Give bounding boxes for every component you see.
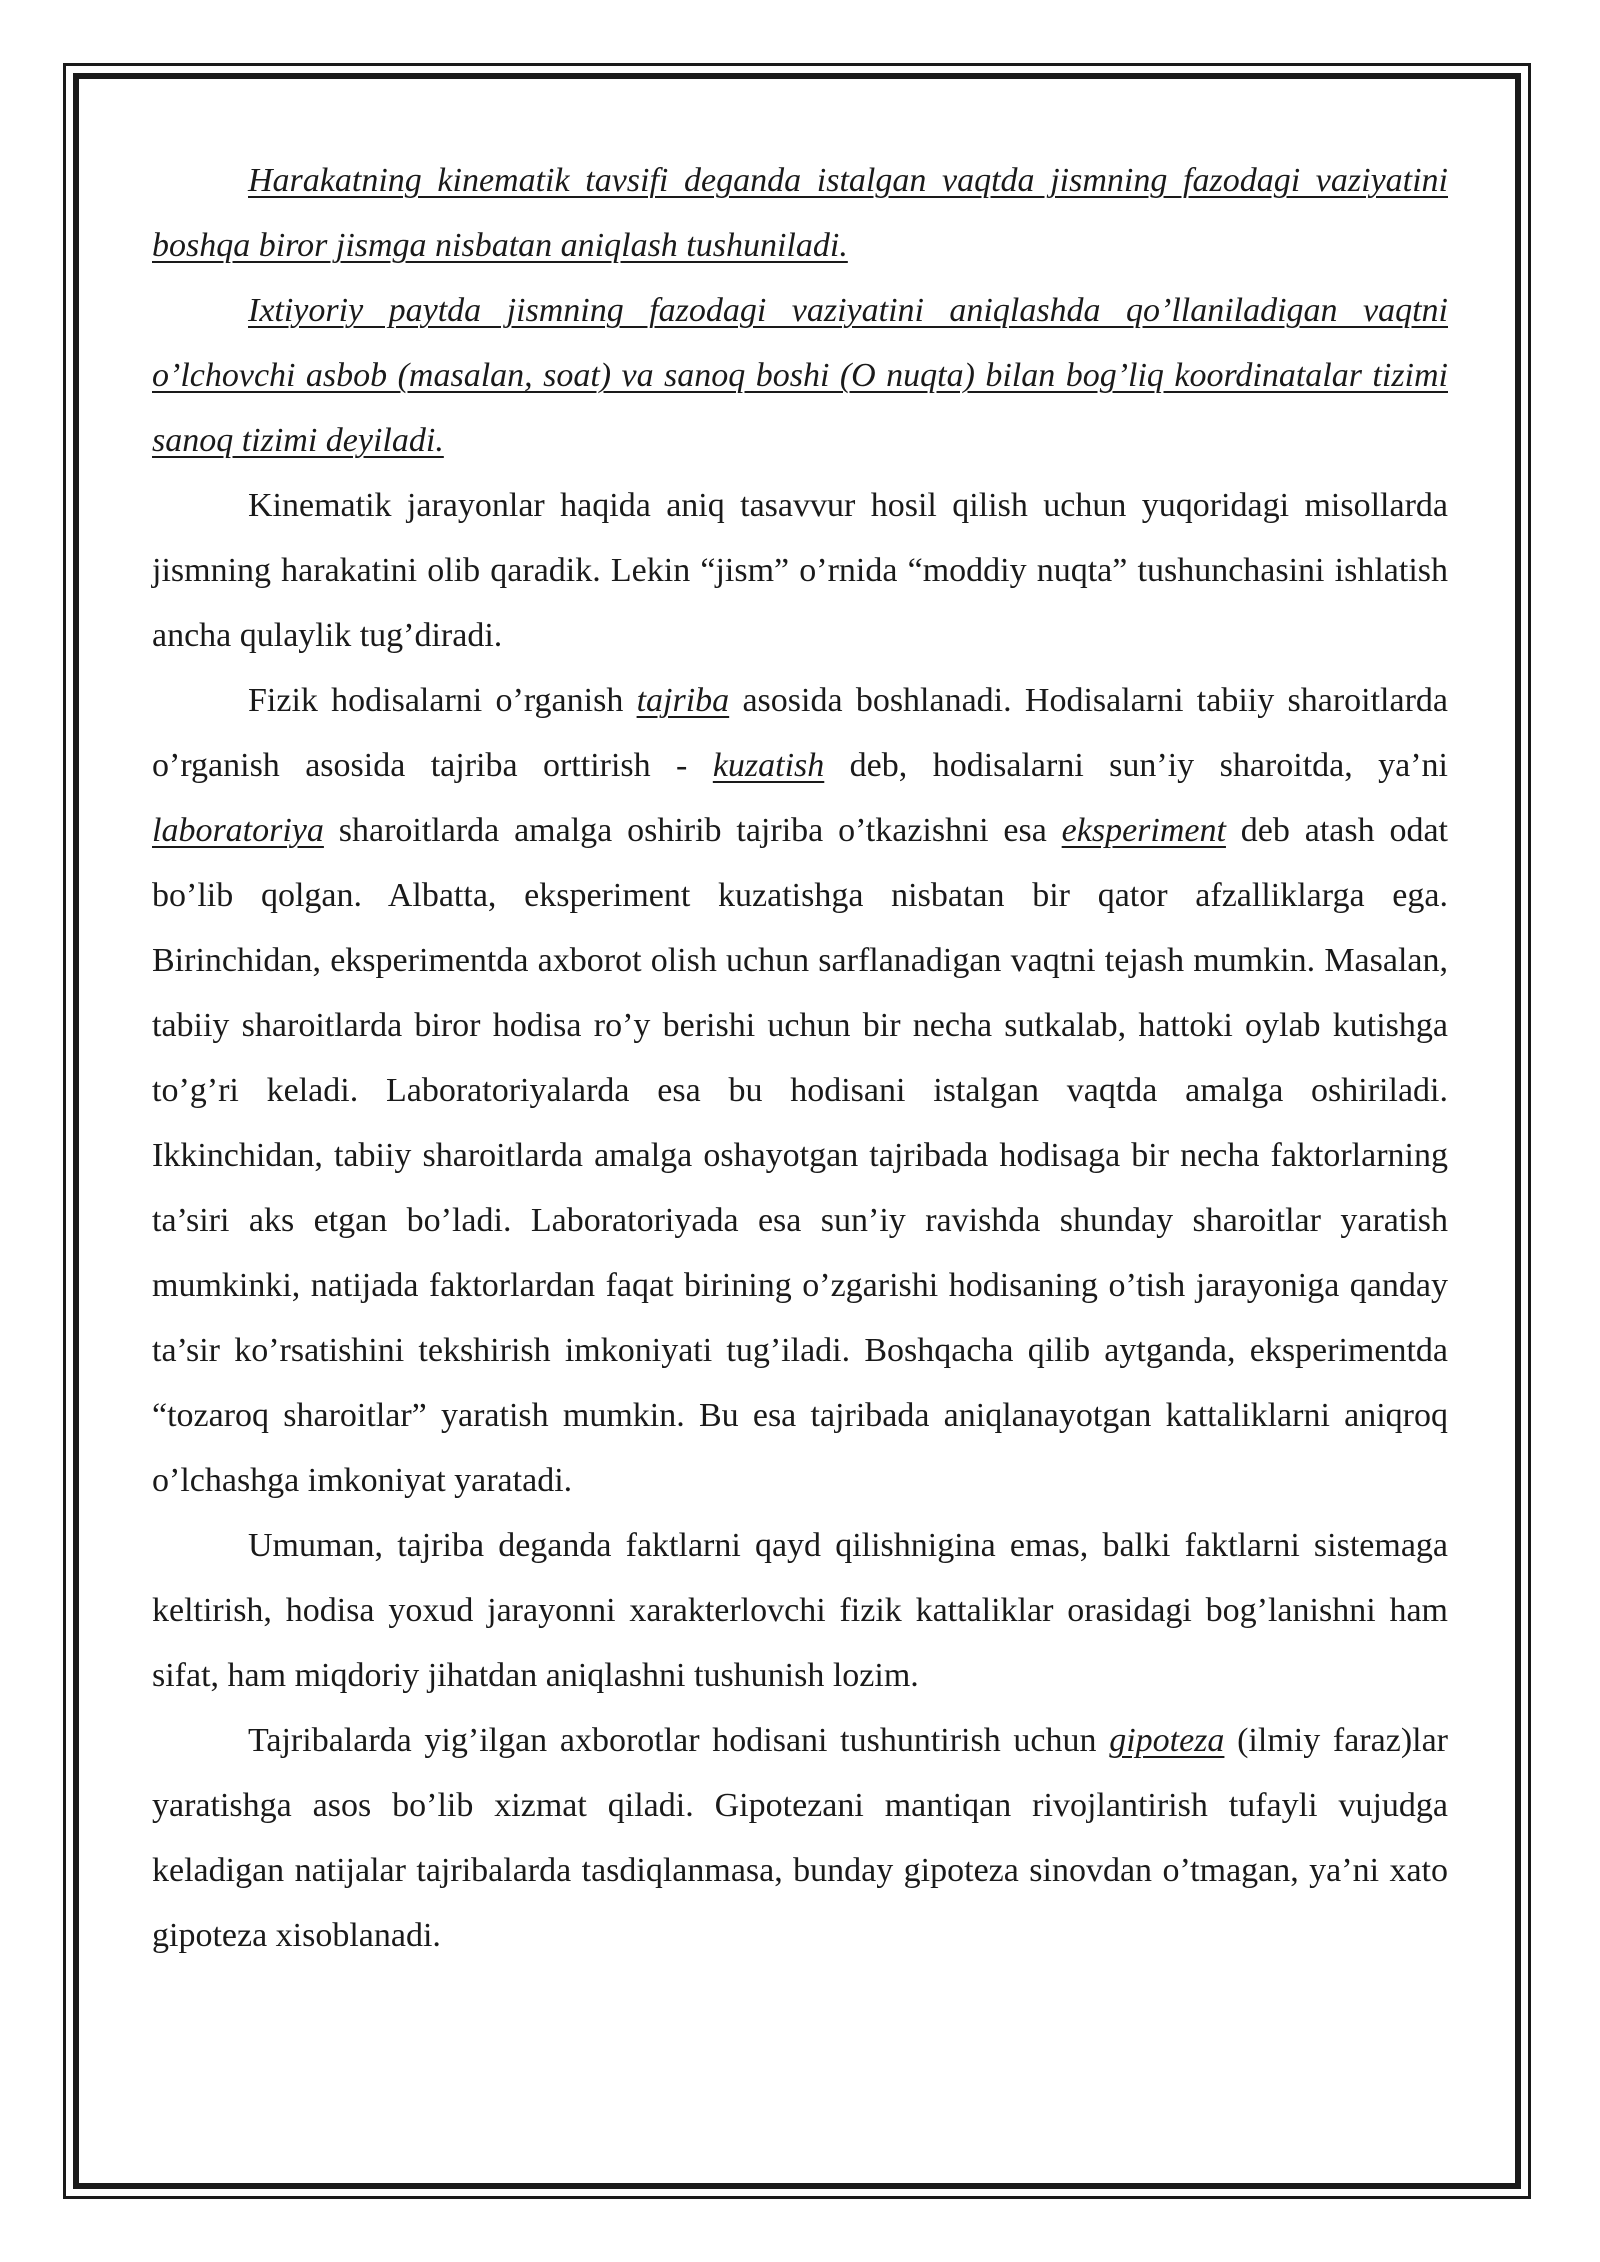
term-laboratoriya: laboratoriya — [152, 812, 324, 849]
document-body — [152, 148, 1448, 1968]
paragraph-hypothesis — [152, 1708, 1448, 1968]
paragraph-text: deb atash odat bo’lib qolgan. Albatta, eksperiment kuzatishga nisbatan bir qator afzalliklarga ega. Birinchidan, eksperimentda axborot olish uchun sarflanadigan vaqtni tejash mumkin. Masalan, tabiiy sharoitlarda biror hodisa ro’y berishi uchun bir necha sutkalab, hattoki oylab kutishga to’g’ri keladi. Laboratoriyalarda esa bu hodisani istalgan vaqtda amalga oshiriladi. Ikkinchidan, tabiiy sharoitlarda amalga oshayotgan tajribada hodisaga bir necha faktorlarning ta’siri aks etgan bo’ladi. Laboratoriyada esa sun’iy ravishda shunday sharoitlar yaratish mumkinki, natijada faktorlardan faqat birining o’zgarishi hodisaning o’tish jarayoniga qanday ta’sir ko’rsatishini tekshirish imkoniyati tug’iladi. Boshqacha qilib aytganda, eksperimentda “tozaroq sharoitlar” yaratish mumkin. Bu esa tajribada aniqlanayotgan kattaliklarni aniqroq o’lchashga imkoniyat yaratadi. — [152, 812, 1448, 1499]
term-eksperiment: eksperiment — [1061, 812, 1226, 849]
paragraph-text: sharoitlarda amalga oshirib tajriba o’tkazishni esa — [323, 812, 1062, 849]
paragraph-experiment-meaning: Umuman, tajriba deganda faktlarni qayd qilishnigina emas, balki faktlarni sistemaga keltirish, hodisa yoxud jarayonni xarakterlovchi fizik kattaliklar orasidagi bog’lanishni ham sifat, ham miqdoriy jihatdan aniqlashni tushunish lozim. — [152, 1527, 1448, 1694]
term-gipoteza: gipoteza — [1109, 1722, 1225, 1759]
definition-paragraph-kinematic-description: Harakatning kinematik tavsifi deganda istalgan vaqtda jismning fazodagi vaziyatini boshqa biror jismga nisbatan aniqlash tushuniladi. — [152, 162, 1448, 264]
definition-paragraph-reference-system: Ixtiyoriy paytda jismning fazodagi vaziyatini aniqlashda qo’llaniladigan vaqtni o’lchovchi asbob (masalan, soat) va sanoq boshi (O nuqta) bilan bog’liq koordinatalar tizimi sanoq tizimi deyiladi. — [152, 292, 1448, 459]
term-kuzatish: kuzatish — [712, 747, 825, 784]
paragraph-experiment — [152, 668, 1448, 1513]
paragraph-text: Tajribalarda yig’ilgan axborotlar hodisani tushuntirish uchun — [248, 1722, 1110, 1759]
paragraph-text: Fizik hodisalarni o’rganish — [248, 682, 637, 719]
paragraph-text: deb, hodisalarni sun’iy sharoitda, ya’ni — [824, 747, 1449, 784]
paragraph-text: (ilmiy faraz)lar yaratishga asos bo’lib xizmat qiladi. Gipotezani mantiqan rivojlantirish tufayli vujudga keladigan natijalar tajribalarda tasdiqlanmasa, bunday gipoteza sinovdan o’tmagan, ya’ni xato gipoteza xisoblanadi. — [152, 1722, 1448, 1954]
paragraph-text: asosida boshlanadi. Hodisalarni tabiiy sharoitlarda o’rganish asosida tajriba orttirish - — [152, 682, 1448, 784]
paragraph-material-point: Kinematik jarayonlar haqida aniq tasavvur hosil qilish uchun yuqoridagi misollarda jismning harakatini olib qaradik. Lekin “jism” o’rnida “moddiy nuqta” tushunchasini ishlatish ancha qulaylik tug’diradi. — [152, 487, 1448, 654]
term-tajriba: tajriba — [636, 682, 730, 719]
